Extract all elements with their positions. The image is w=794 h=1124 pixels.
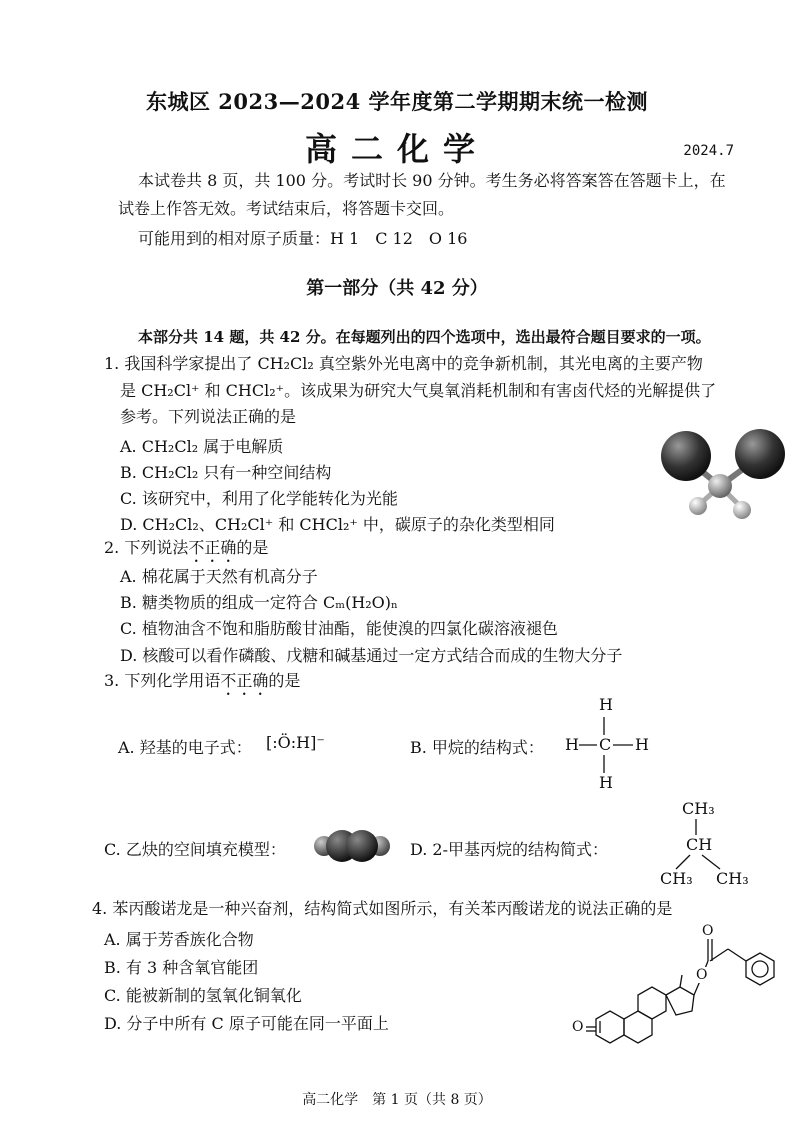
q3-option-d: D. 2-甲基丙烷的结构简式： xyxy=(410,840,609,859)
q2-option-b: B. 糖类物质的组成一定符合 Cₘ(H₂O)ₙ xyxy=(120,593,398,612)
ch-center: CH xyxy=(686,835,713,854)
ch3-right: CH₃ xyxy=(716,869,749,888)
ch3-top: CH₃ xyxy=(682,799,715,818)
q4-option-c: C. 能被新制的氢氧化铜氧化 xyxy=(104,986,302,1005)
q2-option-a: A. 棉花属于天然有机高分子 xyxy=(120,567,318,586)
q3-option-b: B. 甲烷的结构式： xyxy=(410,738,544,757)
q1-option-a: A. CH₂Cl₂ 属于电解质 xyxy=(120,437,284,456)
q4-option-b: B. 有 3 种含氧官能团 xyxy=(104,958,259,977)
acetylene-space-filling-model xyxy=(312,826,392,866)
subject-title: 高二化学 xyxy=(304,130,489,168)
q4-option-d: D. 分子中所有 C 原子可能在同一平面上 xyxy=(104,1014,389,1033)
q1-stem-2: 是 CH₂Cl⁺ 和 CHCl₂⁺。该成果为研究大气臭氧消耗机制和有害卤代烃的光解提供了 xyxy=(120,381,717,400)
q2-option-d: D. 核酸可以看作磷酸、戊糖和碱基通过一定方式结合而成的生物大分子 xyxy=(120,646,623,665)
q1-stem-1: 1. 我国科学家提出了 CH₂Cl₂ 真空紫外光电离中的竞争新机制，其光电离的主要产物 xyxy=(104,354,703,373)
exam-title: 东城区 2023—2024 学年度第二学期期末统一检测 xyxy=(145,89,648,114)
q3-option-a: A. 羟基的电子式： xyxy=(118,738,252,757)
q3-stem: 3. 下列化学用语不正确的是 xyxy=(104,671,301,690)
q1-option-b: B. CH₂Cl₂ 只有一种空间结构 xyxy=(120,463,332,482)
intro-line-2: 试卷上作答无效。考试结束后，将答题卡交回。 xyxy=(118,199,455,218)
page-footer: 高二化学 第 1 页（共 8 页） xyxy=(302,1092,492,1108)
section-instruction: 本部分共 14 题，共 42 分。在每题列出的四个选项中，选出最符合题目要求的一项。 xyxy=(138,328,711,346)
q3-option-c: C. 乙炔的空间填充模型： xyxy=(104,840,286,859)
methane-h-right: H xyxy=(635,735,649,754)
q3-emphasis: 不正确 xyxy=(220,671,269,690)
methane-c: C xyxy=(599,735,612,754)
methane-structural-formula xyxy=(555,695,665,795)
q4-stem: 4. 苯丙酸诺龙是一种兴奋剂，结构简式如图所示，有关苯丙酸诺龙的说法正确的是 xyxy=(92,899,673,918)
carbonyl-oxygen: O xyxy=(702,923,714,939)
q1-option-c: C. 该研究中，利用了化学能转化为光能 xyxy=(120,489,398,508)
q2-stem: 2. 下列说法不正确的是 xyxy=(104,538,269,557)
ester-oxygen: O xyxy=(696,967,708,983)
q1-stem-3: 参考。下列说法正确的是 xyxy=(120,407,297,426)
intro-line-1: 本试卷共 8 页，共 100 分。考试时长 90 分钟。考生务必将答案答在答题卡上，在 xyxy=(138,171,726,190)
ch2cl2-ball-model xyxy=(658,428,788,528)
q4-option-a: A. 属于芳香族化合物 xyxy=(104,930,254,949)
hydroxyl-electron-formula: [:Ö:H]⁻ xyxy=(266,733,325,752)
q2-emphasis: 不正确 xyxy=(188,538,237,557)
q2-option-c: C. 植物油含不饱和脂肪酸甘油酯，能使溴的四氯化碳溶液褪色 xyxy=(120,619,558,638)
ch3-left: CH₃ xyxy=(660,869,693,888)
nandrolone-phenpropionate-structure xyxy=(572,915,790,1045)
exam-date: 2024.7 xyxy=(683,143,734,159)
atomic-masses: 可能用到的相对原子质量：H 1 C 12 O 16 xyxy=(138,229,468,248)
methylpropane-formula xyxy=(640,795,770,895)
methane-h-top: H xyxy=(599,695,613,714)
methane-h-left: H xyxy=(565,735,579,754)
ketone-oxygen: O xyxy=(572,1019,584,1035)
section-title: 第一部分（共 42 分） xyxy=(306,278,488,299)
q1-option-d: D. CH₂Cl₂、CH₂Cl⁺ 和 CHCl₂⁺ 中，碳原子的杂化类型相同 xyxy=(120,515,555,534)
methane-h-bottom: H xyxy=(599,773,613,792)
